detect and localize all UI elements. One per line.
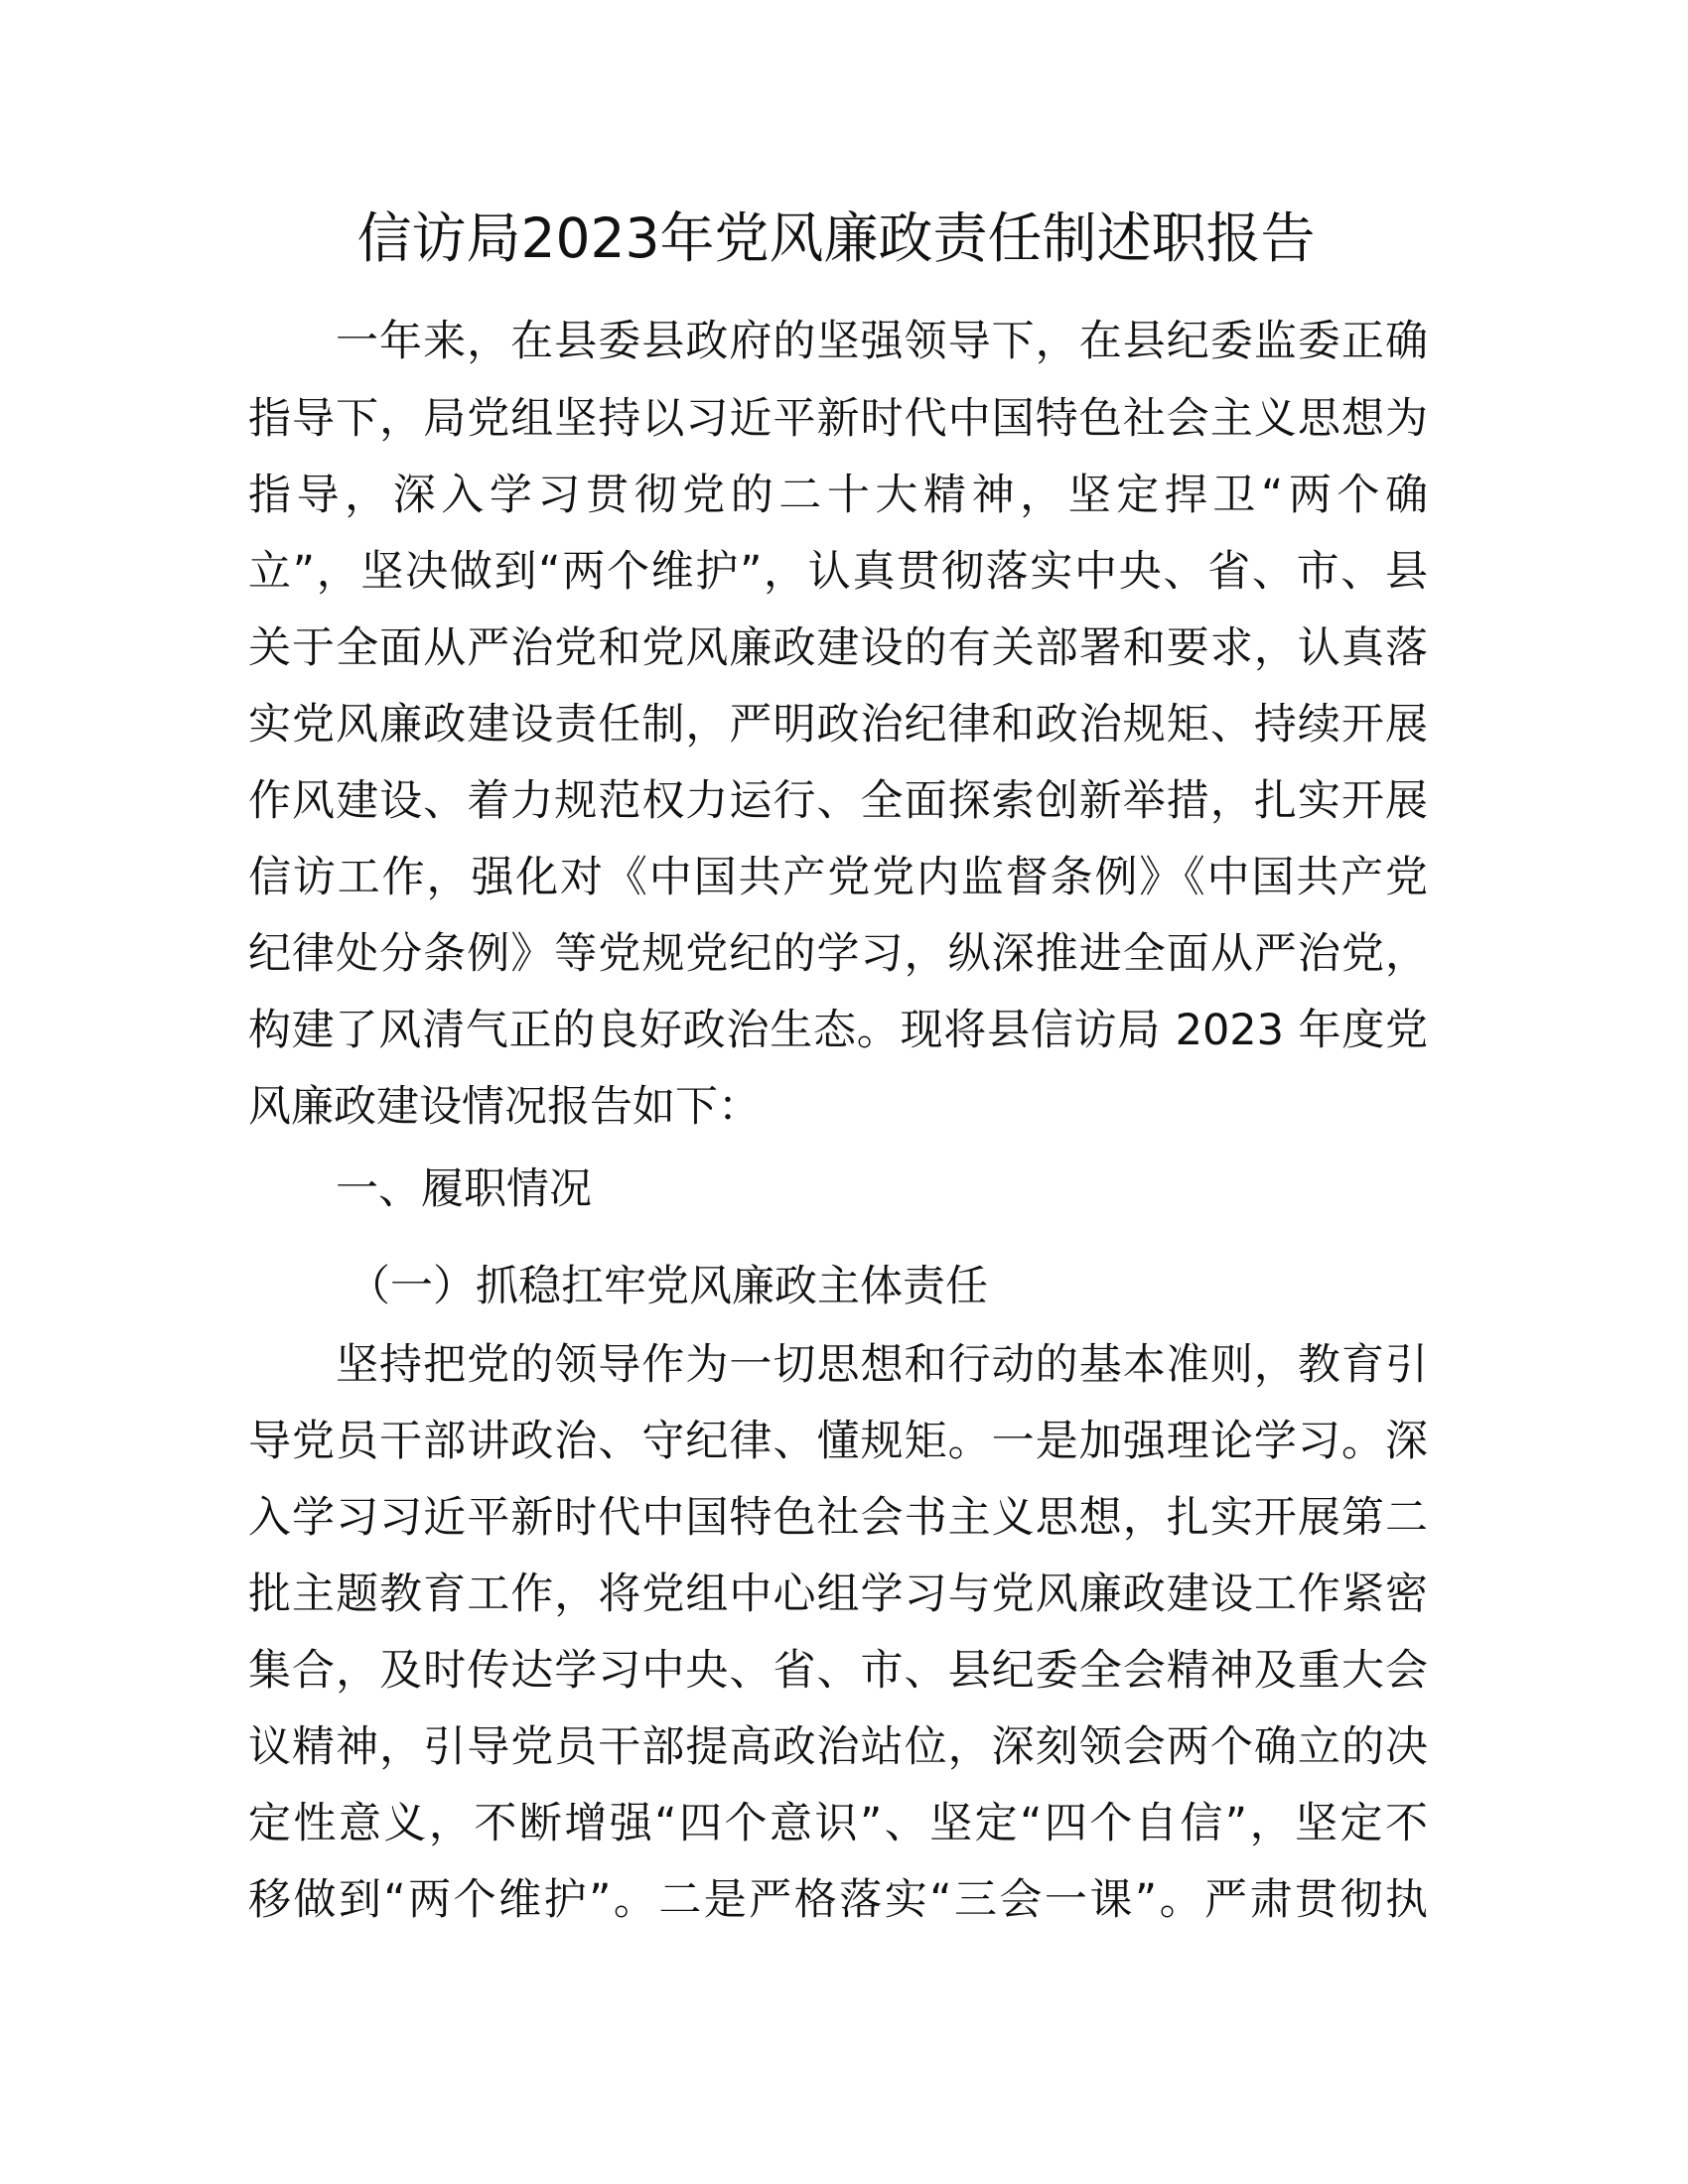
paragraph-line: 导党员干部讲政治、守纪律、懂规矩。一是加强理论学习。深	[248, 1417, 1428, 1466]
subsection-heading: （一）抓稳扛牢党风廉政主体责任	[348, 1262, 988, 1311]
paragraph-line: 纪律处分条例》等党规党纪的学习，纵深推进全面从严治党，	[248, 929, 1428, 979]
paragraph-line: 实党风廉政建设责任制，严明政治纪律和政治规矩、持续开展	[248, 700, 1428, 750]
paragraph-line: 批主题教育工作，将党组中心组学习与党风廉政建设工作紧密	[248, 1570, 1428, 1619]
paragraph-line: 立”，坚决做到“两个维护”，认真贯彻落实中央、省、市、县	[248, 547, 1428, 597]
document-title: 信访局2023年党风廉政责任制述职报告	[356, 206, 1316, 270]
paragraph-line: 指导，深入学习贯彻党的二十大精神，坚定捍卫“两个确	[248, 471, 1428, 520]
paragraph-line: 定性意义，不断增强“四个意识”、坚定“四个自信”，坚定不	[248, 1799, 1428, 1848]
paragraph-line: 移做到“两个维护”。二是严格落实“三会一课”。严肃贯彻执	[248, 1875, 1428, 1925]
paragraph-line: 构建了风清气正的良好政治生态。现将县信访局 2023 年度党	[248, 1006, 1428, 1055]
paragraph-line: 一年来，在县委县政府的坚强领导下，在县纪委监委正确	[336, 317, 1428, 366]
paragraph-line: 风廉政建设情况报告如下：	[248, 1082, 761, 1132]
paragraph-line: 关于全面从严治党和党风廉政建设的有关部署和要求，认真落	[248, 623, 1428, 673]
paragraph-line: 作风建设、着力规范权力运行、全面探索创新举措，扎实开展	[248, 776, 1428, 826]
section-heading: 一、履职情况	[336, 1164, 592, 1214]
paragraph-line: 指导下，局党组坚持以习近平新时代中国特色社会主义思想为	[248, 394, 1428, 444]
paragraph-line: 信访工作，强化对《中国共产党党内监督条例》《中国共产党	[248, 853, 1428, 902]
paragraph-line: 坚持把党的领导作为一切思想和行动的基本准则，教育引	[336, 1340, 1428, 1390]
paragraph-line: 入学习习近平新时代中国特色社会书主义思想，扎实开展第二	[248, 1493, 1428, 1543]
paragraph-line: 集合，及时传达学习中央、省、市、县纪委全会精神及重大会	[248, 1646, 1428, 1696]
paragraph-line: 议精神，引导党员干部提高政治站位，深刻领会两个确立的决	[248, 1722, 1428, 1772]
